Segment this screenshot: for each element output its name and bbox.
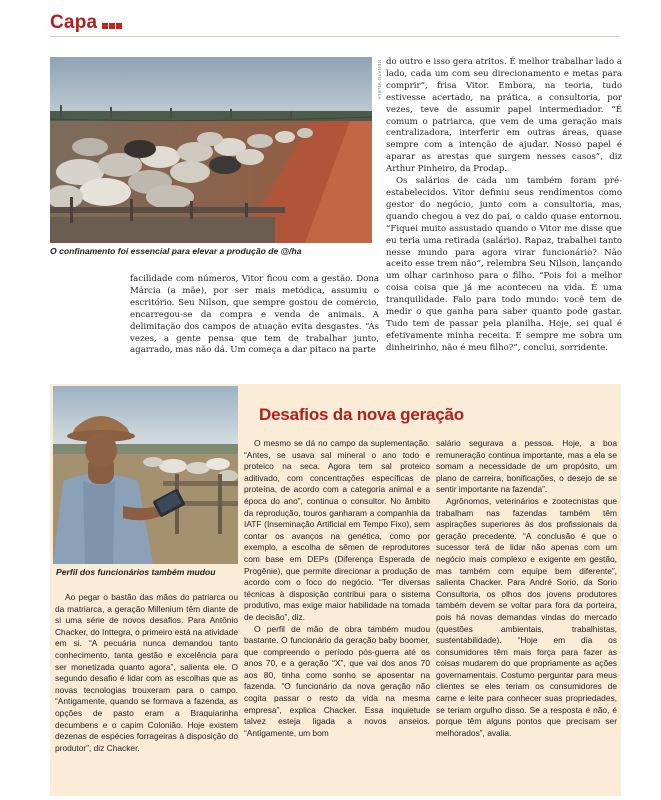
- section-label: Capa: [50, 12, 98, 33]
- section-header: [50, 12, 123, 34]
- feedlot-cattle-photo: [50, 57, 372, 243]
- worker-photo-caption: Perfil dos funcionários também mudou: [56, 567, 216, 577]
- article-column-left: [130, 274, 379, 357]
- sidebar-paragraph: Ao pegar o bastão das mãos do patriarca ou da matriarca, a geração Millenium têm diante de si uma série de novos desafios. Para Antônio Chacker, do Inttegra, o primeiro está na atividade em si. “A pecuária nunca demandou tanto conhecimento, tanta gestão e excelência para ser monetizada quanto agora”, salienta ele. O segundo desafio é lidar com as escolhas que as novas tecnologias trouxeram para o campo. “Antigamente, quando se formava a fazenda, as opções de pasto eram a Braquiarinha decumbens e o capim Colonião. Hoje existem dezenas de espécies forrageiras à disposição do produtor”, diz Chacker.: [55, 592, 238, 753]
- section-squares: [102, 14, 123, 33]
- article-paragraph: Os salários de cada um também foram pré-estabelecidos. Vitor definiu seus rendimentos como gestor do negócio, junto com a consultoria, mas, quando chegou a vez do pai, o caldo quase entornou. “Fiquei muito assustado quando o Vitor me disse que eu teria uma retirada (salário). Rapaz, trabalhei tanto nesse mundo para agora virar funcionário? Não aceito esse trem não”, relembra Seu Nilson, lançando um olhar carinhoso para o filho. “Pois foi a melhor coisa coisa que já me aconteceu na vida. É uma tranquilidade. Falo para todo mundo: você tem de medir o que ganha para saber quanto pode gastar. Tudo tem de passar pela planilha. Hoje, sei qual é efetivamente minha receita. E sempre me sobra um dinheirinho, não é meu filho?”, conclui, sorridente.: [386, 176, 622, 353]
- worker-tablet-photo: [53, 386, 238, 564]
- sidebar-column-1: [55, 592, 238, 754]
- article-paragraph: facilidade com números, Vitor ficou com a gestão. Dona Márcia (a mãe), por ser mais metódica, assumiu o escritório. Seu Nilson, que sempre gostou de comércio, encarregou-se da compra e venda de animais. A delimitação dos campos de atuação evita desgastes. “Às vezes, a gente pensa que tem de trabalhar junto, agarrado, mas não dá. Um começa a dar pitaco na parte: [130, 274, 379, 356]
- sidebar-title: Desafios da nova geração: [259, 405, 464, 424]
- header-rule: [50, 36, 620, 37]
- sidebar-paragraph: O mesmo se dá no campo da suplementação. “Antes, se usava sal mineral o ano todo e proteico na seca. Agora tem sal proteico aditivado, com concentrações específicas de proteína, de acordo com a categoria animal e a época do ano”, continua o consultor. No âmbito da reprodução, touros ganharam a companhia da IATF (Inseminação Artificial em Tempo Fixo), sem contar os avanços na genética, como por exemplo, a escolha de sêmen de reprodutores com base em DEPs (Diferença Esperada de Progênie), que permite direcionar a produção de acordo com o foco do negócio. “Ter diversas técnicas à disposição contribui para o sistema produtivo, mas exige maior habilidade na tomada de decisão”, diz.: [244, 438, 430, 622]
- sidebar-paragraph: salário segurava a pessoa. Hoje, a boa remuneração continua importante, mas a ela se somam a necessidade de um propósito, um plano de carreira, bonificações, o desejo de se sentir importante na fazenda”.: [436, 438, 617, 495]
- photo-caption: O confinamento foi essencial para elevar a produção de @/ha: [50, 246, 302, 256]
- sidebar-paragraph: O perfil de mão de obra também mudou bastante. O funcionário da geração baby boomer, que compreendo o período pós-guerra até os anos 70, e a geração “X”, que vai dos anos 70 aos 80, tinha como sonho se aposentar na fazenda. “O funcionário da nova geração não cogita passar o resto da vida na mesma empresa”, explica Chacker. Essa inquietude talvez esteja ligada a novos anseios. “Antigamente, um bom: [244, 623, 430, 738]
- sidebar-paragraph: Agrônomos, veterinários e zootecnistas que trabalham nas fazendas também têm aspirações superiores às dos profissionais da geração precedente. “A conclusão é que o sucessor terá de lidar não apenas com um negócio mais complexo e exigente em gestão, mas também com equipe bem diferente”, salienta Chacker. Para André Sorio, da Sorio Consultoria, os olhos dos jovens produtores também devem se voltar para fora da porteira, pois há novas demandas vindas do mercado (questões ambientais, trabalhistas, sustentabilidade). “Hoje em dia os consumidores têm mais força para fazer as coisas mudarem do que propriamente as ações governamentais. Costumo perguntar para meus clientes se eles teriam os consumidores de carne e leite para conhecer suas propriedades, se teriam orgulho disso. Se a resposta é não, é porque têm alguns pontos que precisam ser melhorados”, avalia.: [436, 495, 617, 738]
- sidebar-column-3: [436, 438, 617, 739]
- photo-credit: RENATO VILELA: [377, 60, 382, 101]
- article-paragraph: do outro e isso gera atritos. É melhor trabalhar lado a lado, cada um com seu direcionamento e metas para comprir”, frisa Vitor. Embora, na teoria, tudo estivesse acertado, na prática, a consultoria, por vezes, teve de assumir papel intermediador. “É comum o patriarca, que vem de uma geração mais centralizadora, interferir em outras áreas, quase sempre com a intenção de ajudar. Nosso papel é aparar as arestas que surgem nesses casos”, diz Arthur Pinheiro, da Prodap.: [386, 57, 622, 175]
- article-column-right: [386, 57, 622, 355]
- sidebar-column-2: [244, 438, 430, 739]
